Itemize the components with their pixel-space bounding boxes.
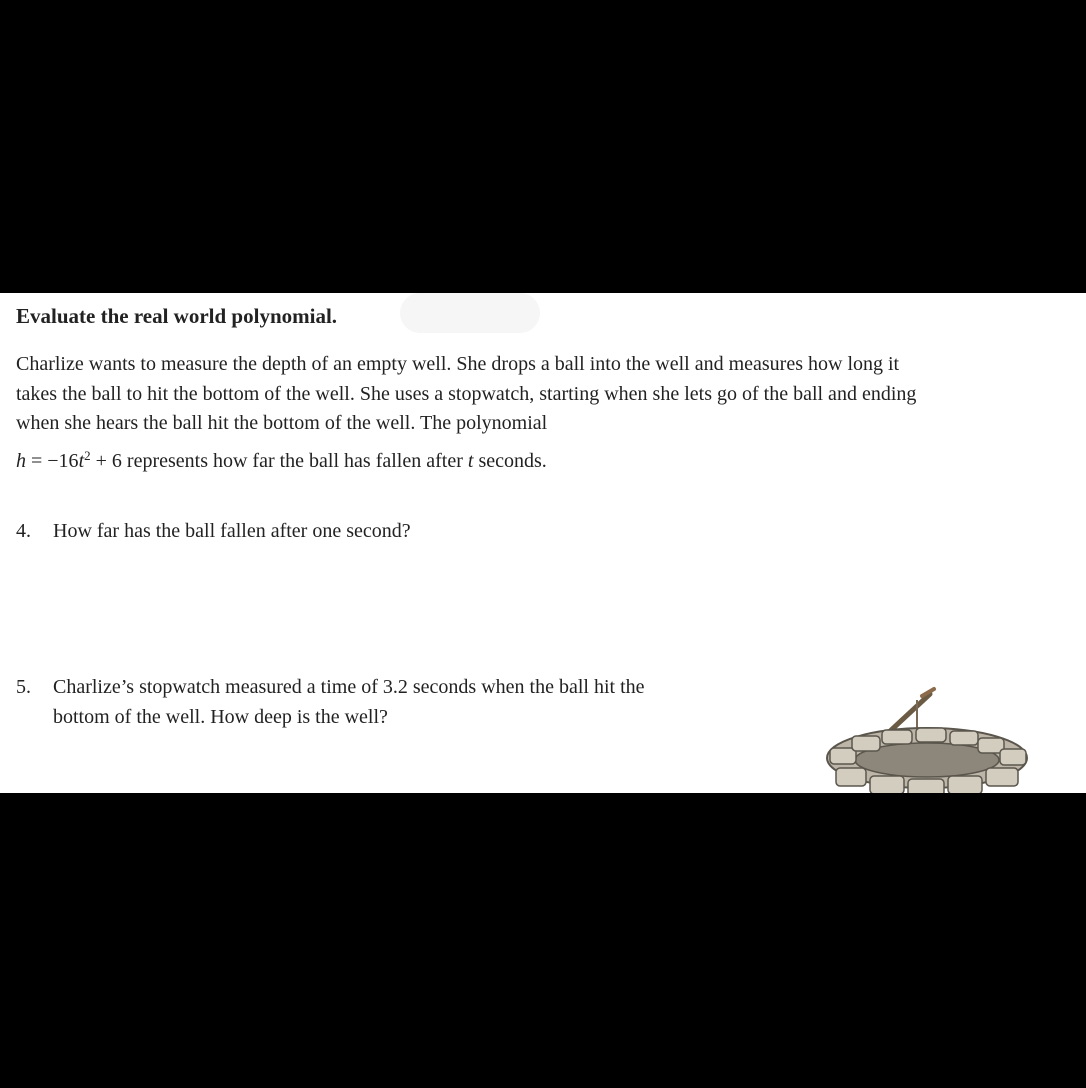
question-text: Charlize’s stopwatch measured a time of 3.2 seconds when the ball hit the bbox=[53, 676, 645, 698]
question-text-continued: bottom of the well. How deep is the well? bbox=[53, 706, 388, 728]
problem-paragraph bbox=[16, 350, 1086, 439]
question-number: 5. bbox=[16, 676, 31, 698]
paragraph-line: takes the ball to hit the bottom of the well. She uses a stopwatch, starting when she lets go of the ball and ending bbox=[16, 382, 917, 405]
formula-end: seconds. bbox=[473, 450, 547, 472]
stone-well-icon bbox=[812, 686, 1042, 793]
formula-t: t bbox=[78, 450, 85, 472]
formula-coefficient: = −16 bbox=[26, 450, 79, 472]
formula-exponent: 2 bbox=[84, 448, 91, 463]
formula-h: h bbox=[16, 450, 26, 472]
question-number: 4. bbox=[16, 520, 31, 542]
paragraph-line: Charlize wants to measure the depth of an empty well. She drops a ball into the well and measures how long it bbox=[16, 353, 900, 375]
question-text: How far has the ball fallen after one second? bbox=[53, 520, 411, 542]
erased-mark bbox=[400, 293, 540, 333]
formula-t-var: t bbox=[467, 450, 474, 472]
worksheet bbox=[0, 293, 1086, 793]
polynomial-formula bbox=[16, 450, 547, 473]
question-5 bbox=[16, 672, 645, 732]
formula-rest: + 6 represents how far the ball has fallen after bbox=[90, 450, 468, 472]
worksheet-heading: Evaluate the real world polynomial. bbox=[16, 304, 338, 328]
question-4 bbox=[16, 520, 411, 543]
paragraph-line: when she hears the ball hit the bottom of the well. The polynomial bbox=[16, 412, 548, 434]
